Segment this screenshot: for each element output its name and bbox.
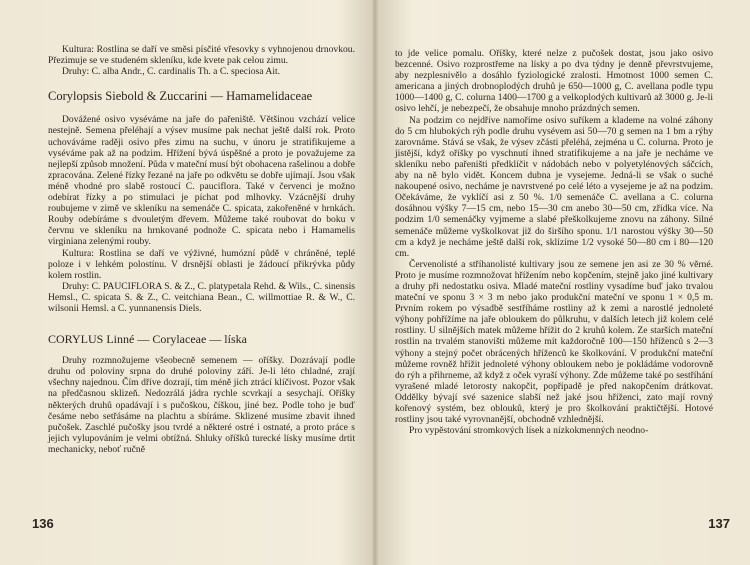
paragraph: to jde velice pomalu. Oříšky, které nelze z pučošek dostat, jsou jako osivo bezcenné. Osivo rozprostřeme na lísky a po dva týdny je denně převrstvujeme, aby nezplesnivělo a dosáhlo fyziologické zralosti. Hmotnost 1000 semen C. americana a jiných drobnoplodých druhů je 650—1000 g, C. avellana podle typu 1000—1400 g, C. colurna 1400—1700 g a velkoplodých kultivarů až 3000 g. Je-li osivo lehčí, je nebezpečí, že obsahuje mnoho prázdných semen.: [395, 48, 713, 115]
right-page: [375, 0, 750, 565]
paragraph: Na podzim co nejdříve namoříme osivo suříkem a klademe na volné záhony do 5 cm hlubokých rýh podle druhu vysévem asi 50—70 g semen na 1 bm a rýhy zarovnáme. Stává se však, že výsev zčásti přeléhá, zejména u C. colurna. Proto je jistější, když oříšky po vyschnutí ihned stratifikujeme a na jaře je necháme ve skleníku nebo pařeništi předklíčit v nádobách nebo v polyetylénových sáčcích, aby na ně bylo vidět. Koncem dubna je vysejeme. Jedná-li se však o suché nakoupené osivo, necháme je navrstvené po celé léto a vysejeme je až na podzim. Očekáváme, že vyklíčí asi z 50 %. 1/0 semenáče C. avellana a C. colurna dosáhnou výšky 7—15 cm, nebo 15—30 cm anebo 30—50 cm, zřídka více. Na podzim 1/0 semenáčky vyjmeme a slabé přeškolkujeme znovu na záhony. Silné semenáče můžeme vyškolkovat již do širšího sponu. 1/1 narostou výšky 30—50 cm a když je necháme ještě další rok, sklízíme 1/2 vysoké 50—80 cm i 80—120 cm.: [395, 114, 713, 259]
page-number: 137: [708, 516, 730, 531]
section-heading: Corylopsis Siebold & Zuccarini — Hamamelidaceae: [48, 89, 313, 104]
paragraph: Druhy rozmnožujeme všeobecně semenem — oříšky. Dozrávají podle druhu od poloviny srpna do druhé poloviny září. Je-li léto chladné, zrají všechny najednou. Čím dříve dozrají, tím méně jich ztrácí klíčivost. Pozor však na předčasnou sklizeň. Nedozrálá jádra rychle scvrkají a sesychají. Oříšky některých druhů opadávají i s pučoškou, číškou, jiné bez. Podle toho je buď česáme nebo setřásáme na plachtu a sbíráme. Sklizené musíme zbavit ihned pučošek. Zaschlé pučošky jsou tvrdé a některé ostré i ostnaté, a proto práce s jejich vylupováním je velmi obtížná. Shluky oříšků turecké lísky musíme drtit mechanicky, neboť ručně: [48, 355, 355, 455]
section-heading: CORYLUS Linné — Corylaceae — líska: [48, 332, 247, 347]
paragraph: Červenolisté a stříhanolisté kultivary jsou ze semene jen asi ze 30 % věrné. Proto je musíme rozmnožovat hřížením nebo kopčením, stejně jako jiné kultivary a druhy při nedostatku osiva. Mladé mateční rostliny vysadíme buď jako trvalou mateční ve sponu 3 × 3 m nebo jako produkční mateční ve sponu 1 × 0,5 m. Prvním rokem po výsadbě sestříháme rostliny až k zemi a narostlé jednoleté výhony pohřížíme na jaře obloukem do půlkruhu, v dalších letech již kolem celé rostliny. U silnějších matek můžeme hřížit do 2 kruhů kolem. Ze starších mateční rostlin na trvalém stanovišti můžeme mít každoročně 100—150 hříženců s 2—3 výhony a stejný počet obrácených hříženců ke školkování. V produkční mateční můžeme rovněž hřížit jednoleté výhony obloukem nebo je pokládáme vodorovně do rýh a přihrneme, až když z oček vyraší výhony. Zde můžeme také po sestříhání vyrašené mladé letorosty nakopčit, popřípadě je před nakopčením drátkovat. Oddělky bývají své sazenice slabší než jaké jsou hříženci, zato mají rovný kořenový systém, bez oblouků, který je pro školkování praktičtější. Hotové rostliny jsou také vyrovnanější, obchodně vzhlednější.: [395, 258, 713, 426]
page-number: 136: [32, 516, 54, 531]
paragraph: Kultura: Rostlina se daří ve výživné, humózní půdě v chráněné, teplé poloze i v lehkém polostínu. V drsnější oblasti je žádoucí přikrývka půdy kolem rostlin.: [48, 247, 355, 281]
paragraph: Pro vypěstování stromkových lísek a nízkokmenných neodno-: [409, 425, 649, 437]
left-text-column: [48, 44, 355, 455]
paragraph: Druhy: C. PAUCIFLORA S. & Z., C. platypetala Rehd. & Wils., C. sinensis Hemsl., C. spicata S. & Z., C. veitchiana Bean., C. willmottiae R. & W., C. wilsonii Hemsl. a C. yunnanensis Diels.: [48, 280, 355, 314]
right-text-column: [395, 48, 713, 436]
paragraph: Kultura: Rostlina se daří ve směsi písčité vřesovky s vyhnojenou drnovkou. Přezimuje se ve studeném skleníku, kde kvete pak celou zimu.: [48, 44, 355, 67]
paragraph: Dovážené osivo vyséváme na jaře do pařeniště. Většinou vzchází velice nestejně. Semena přeléhají a výsev musíme pak nechat ještě další rok. Proto uchováváme raději osivo přes zimu na suchu, v únoru je stratifikujeme a vyséváme pak až na podzim. Hřížení bývá úspěšné a proto je považujeme za nejlepší způsob množení. Půda v mateční musí být obohacena rašelinou a dobře zpracována. Zelené řízky řezané na jaře po odkvětu se dobře ujímají. Jsou však méně vhodné pro slabě rostoucí C. pauciflora. Také v červenci je možno odebírat řízky a po stimulaci je píchat pod mlhovky. Vzácnější druhy roubujeme v zimě ve skleníku na semenáče C. spicata, zakořeněné v hrnkách. Rouby odebíráme s dvouletým dřevem. Můžeme také roubovat do boku v červnu ve skleníku na hrnkované podnože C. spicata nebo i Hamamelis virginiana zelenými rouby.: [48, 114, 355, 248]
paragraph: Druhy: C. alba Andr., C. cardinalis Th. a C. speciosa Ait.: [62, 66, 281, 78]
